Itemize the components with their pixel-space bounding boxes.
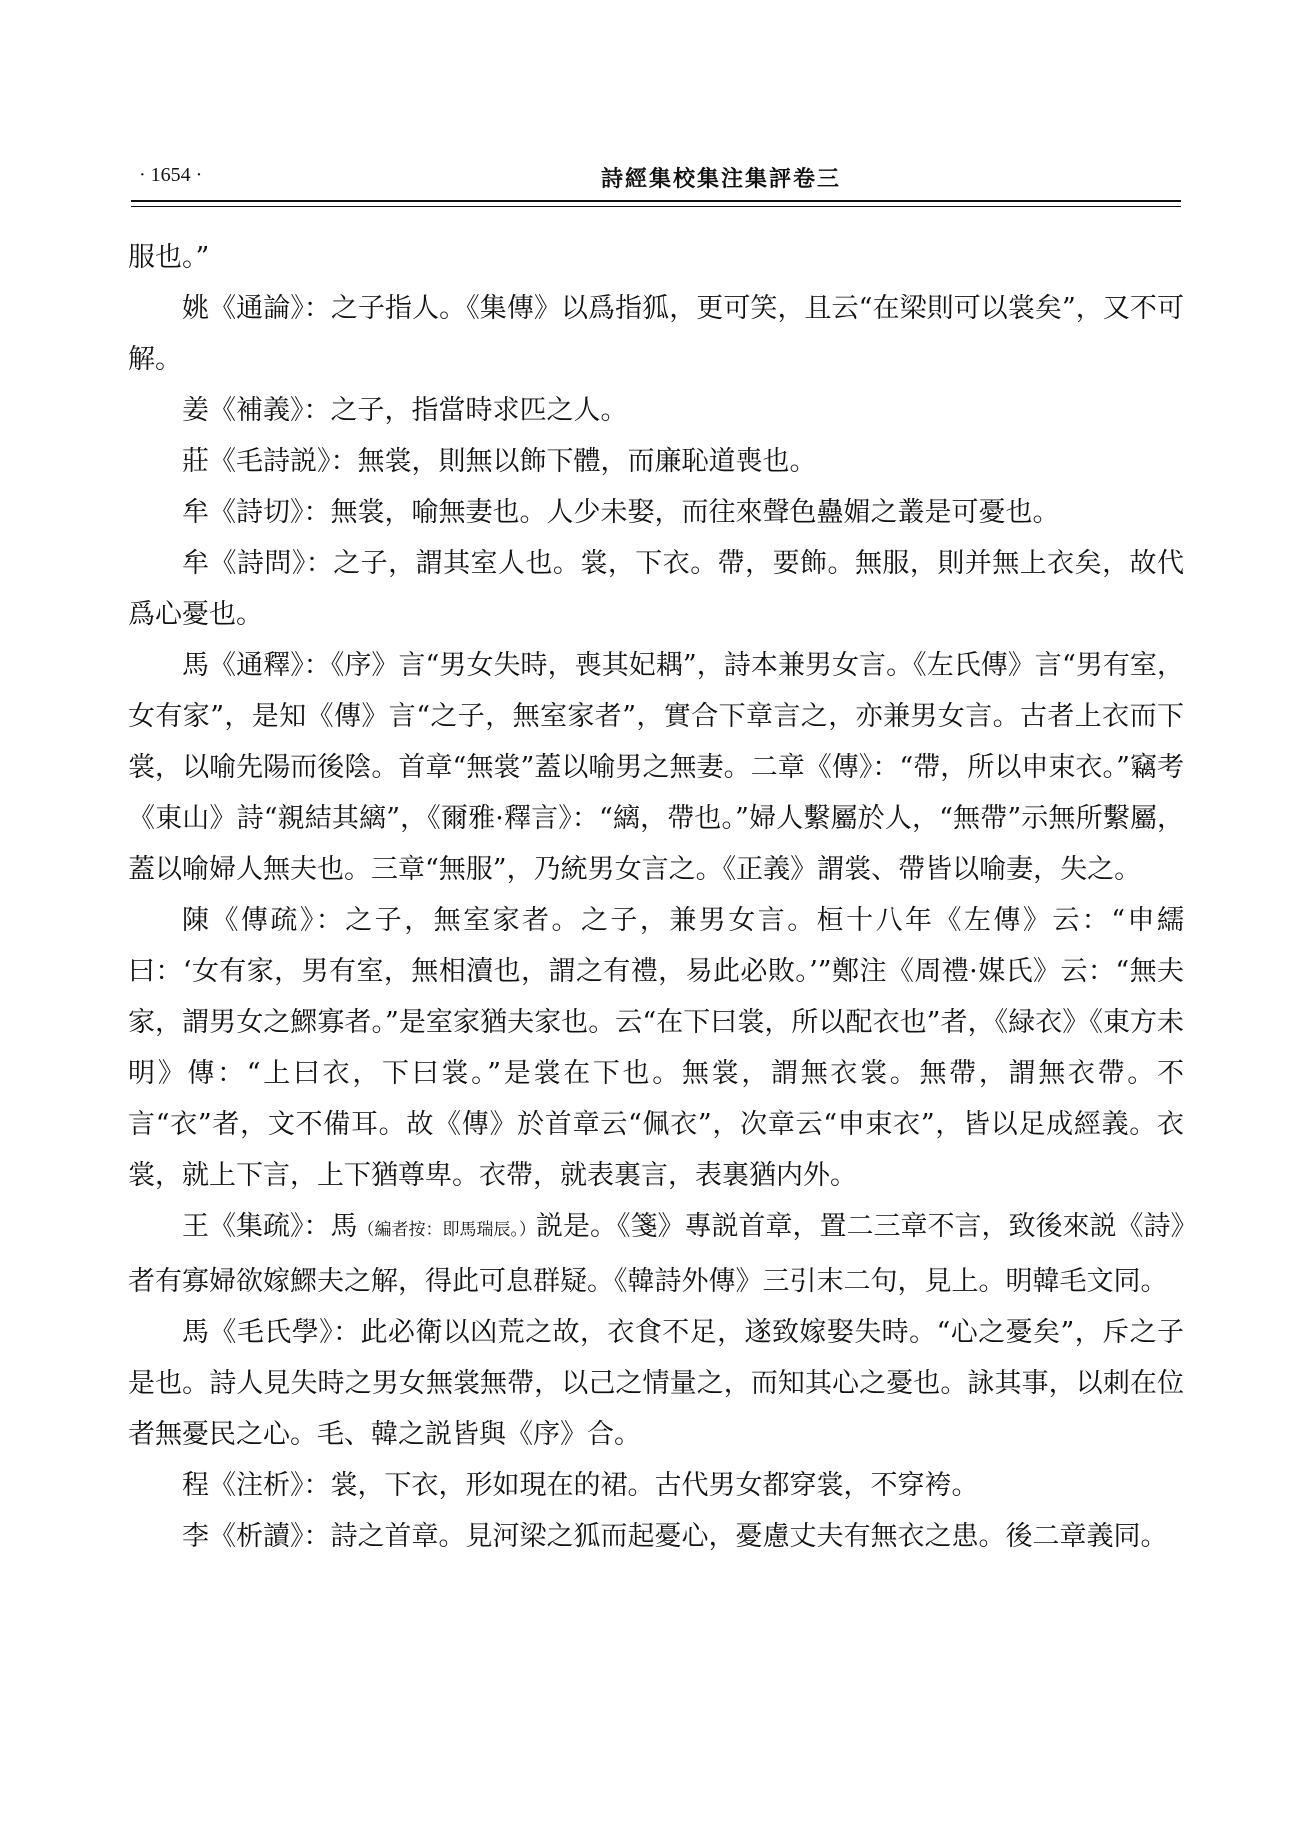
paragraph-yao-tonglun: 姚《通論》：之子指人。《集傳》以爲指狐，更可笑，且云“在梁則可以裳矣”，又不可解。	[128, 293, 1184, 375]
page-header	[131, 160, 1181, 200]
header-rule-thin	[131, 206, 1181, 207]
paragraph-chen-chuanshu: 陳《傳疏》：之子，無室家者。之子，兼男女言。桓十八年《左傳》云：“申繻曰：‘女有家，男有室，無相瀆也，謂之有禮，易此必敗。’”鄭注《周禮·媒氏》云：“無夫家，謂男女之鰥寡者。”是室家猶夫家也。云“在下曰裳，所以配衣也”者，《緑衣》《東方未明》傳：“上曰衣，下曰裳。”是裳在下也。無裳，謂無衣裳。無帶，謂無衣帶。不言“衣”者，文不備耳。故《傳》於首章云“佩衣”，次章云“申束衣”，皆以足成經義。衣裳，就上下言，上下猶尊卑。衣帶，就表裏言，表裏猶内外。	[128, 905, 1184, 1191]
running-title: 詩經集校集注集評卷三	[600, 166, 841, 192]
header-rule-thick	[131, 200, 1181, 202]
wang-text-before-note: 王《集疏》：馬	[182, 1211, 358, 1242]
editor-note: （編者按：即馬瑞辰。）	[357, 1220, 536, 1240]
commentary-body	[128, 232, 1184, 1562]
paragraph-li-xidu: 李《析讀》：詩之首章。見河梁之狐而起憂心，憂慮丈夫有無衣之患。後二章義同。	[182, 1521, 1168, 1552]
paragraph-zhuang-maoshishuo: 莊《毛詩説》：無裳，則無以飾下體，而廉恥道喪也。	[182, 446, 817, 477]
paragraph-cheng-zhuxi: 程《注析》：裳，下衣，形如現在的裙。古代男女都穿裳，不穿袴。	[182, 1470, 979, 1501]
paragraph-mou-shiwen: 牟《詩問》：之子，謂其室人也。裳，下衣。帶，要飾。無服，則并無上衣矣，故代爲心憂也。	[128, 548, 1184, 630]
paragraph-mou-shiqie: 牟《詩切》：無裳，喻無妻也。人少未娶，而往來聲色蠱媚之叢是可憂也。	[182, 497, 1060, 528]
paragraph-jiang-buyi: 姜《補義》：之子，指當時求匹之人。	[182, 395, 628, 426]
paragraph-continuation: 服也。”	[128, 242, 210, 273]
paragraph-wang-jishu	[128, 1201, 1184, 1307]
paragraph-ma-maoshixue: 馬《毛氏學》：此必衛以凶荒之故，衣食不足，遂致嫁娶失時。“心之憂矣”，斥之子是也。詩人見失時之男女無裳無帶，以己之情量之，而知其心之憂也。詠其事，以刺在位者無憂民之心。毛、韓之説皆與《序》合。	[128, 1317, 1184, 1450]
wang-text-after-note: 説是。《箋》專説首章，置二三章不言，致後來説《詩》者有寡婦欲嫁鰥夫之解，得此可息群疑。《韓詩外傳》三引末二句，見上。明韓毛文同。	[128, 1211, 1184, 1297]
paragraph-ma-tongshi: 馬《通釋》：《序》言“男女失時，喪其妃耦”，詩本兼男女言。《左氏傳》言“男有室，女有家”，是知《傳》言“之子，無室家者”，實合下章言之，亦兼男女言。古者上衣而下裳，以喻先陽而後陰。首章“無裳”蓋以喻男之無妻。二章《傳》：“帶，所以申束衣。”竊考《東山》詩“親結其縭”，《爾雅·釋言》：“縭，帶也。”婦人繫屬於人，“無帶”示無所繫屬，蓋以喻婦人無夫也。三章“無服”，乃統男女言之。《正義》謂裳、帶皆以喻妻，失之。	[128, 650, 1184, 885]
page-number: · 1654 ·	[139, 164, 203, 186]
